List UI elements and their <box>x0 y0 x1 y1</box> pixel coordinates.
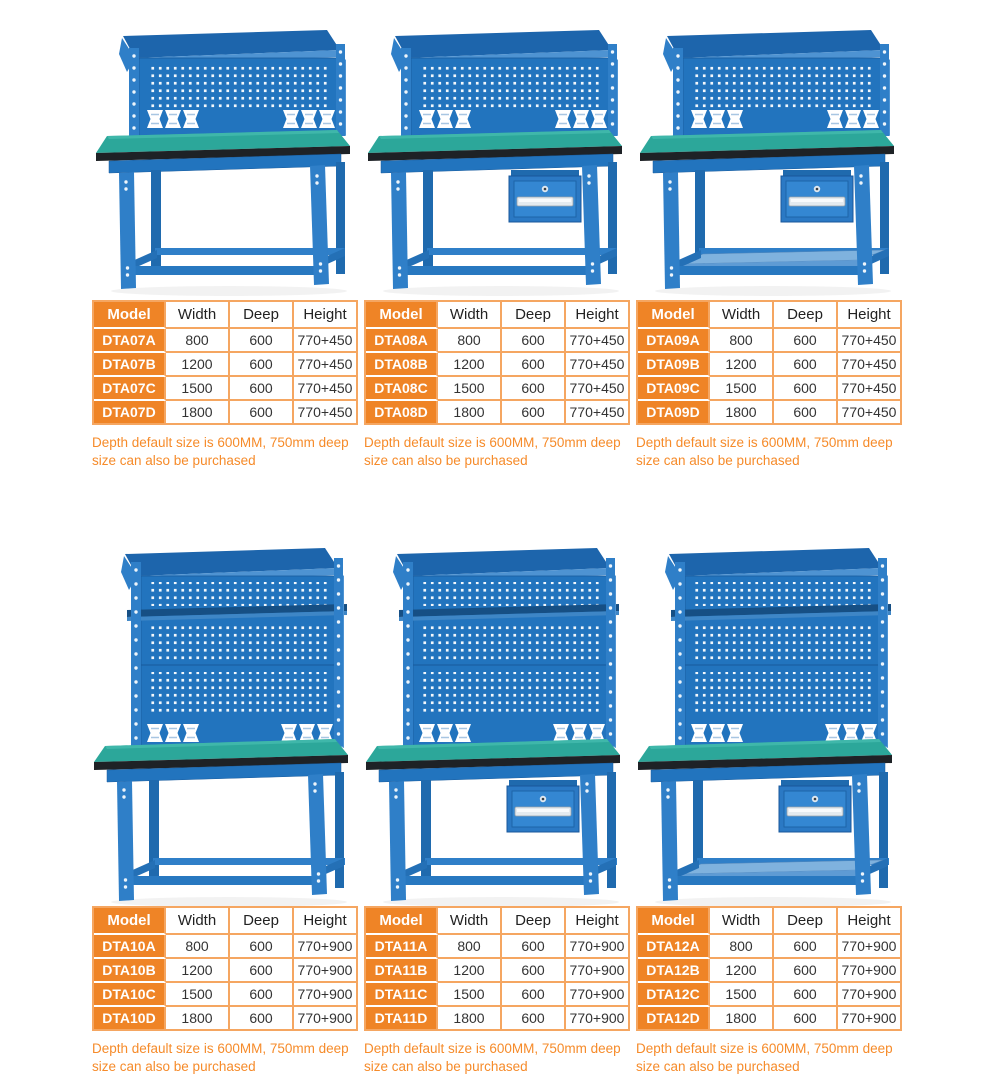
model-cell: DTA09A <box>638 329 710 353</box>
model-cell: DTA09D <box>638 401 710 423</box>
front-stretcher <box>666 266 866 275</box>
spec-cell: 600 <box>230 377 294 401</box>
spec-cell: 1500 <box>166 377 230 401</box>
col-header-model: Model <box>366 908 438 935</box>
front-stretcher <box>120 876 320 885</box>
depth-note <box>636 1040 902 1076</box>
depth-note <box>92 1040 358 1076</box>
spec-cell: 600 <box>774 1007 838 1029</box>
spec-cell: 800 <box>166 329 230 353</box>
spec-cell: 770+450 <box>569 404 625 420</box>
spec-cell: 1200 <box>710 353 774 377</box>
spec-cell: 600 <box>230 353 294 377</box>
spec-cell: 1200 <box>166 959 230 983</box>
spec-cell: 600 <box>230 983 294 1007</box>
depth-note-line: size can also be purchased <box>636 1059 800 1074</box>
depth-note-line: Depth default size is 600MM, 750mm deep <box>364 1041 621 1056</box>
model-cell: DTA12A <box>638 935 710 959</box>
header-row <box>366 908 628 935</box>
col-header-width: Width <box>710 302 774 329</box>
right-post <box>608 44 617 136</box>
header-row <box>94 302 356 329</box>
spec-table <box>636 906 902 1031</box>
front-left-leg <box>661 781 678 901</box>
spec-cell: 1500 <box>438 377 502 401</box>
spec-cell: 770+450 <box>838 353 900 377</box>
spec-cell: 1500 <box>710 377 774 401</box>
depth-note-line: size can also be purchased <box>364 453 528 468</box>
product-card <box>636 534 902 1076</box>
model-cell: DTA09C <box>638 377 710 401</box>
drawer <box>507 780 579 832</box>
spec-cell: 600 <box>502 377 566 401</box>
right-post <box>878 558 887 746</box>
spec-cell: 770+900 <box>294 959 356 983</box>
spec-cell: 1500 <box>166 983 230 1007</box>
right-post <box>606 558 615 746</box>
drawer <box>781 170 853 222</box>
right-post <box>880 44 889 136</box>
depth-note-line: Depth default size is 600MM, 750mm deep <box>92 435 349 450</box>
depth-note-line: Depth default size is 600MM, 750mm deep <box>636 1041 893 1056</box>
spec-cell: 600 <box>774 935 838 959</box>
spec-row <box>94 1007 356 1029</box>
spec-cell: 770+450 <box>841 404 897 420</box>
back-right-leg <box>879 772 888 888</box>
workbench-image <box>361 534 633 906</box>
left-post <box>675 562 685 750</box>
col-header-height: Height <box>838 302 900 329</box>
spec-row <box>94 401 356 423</box>
spec-cell: 600 <box>230 401 294 423</box>
header-row <box>638 302 900 329</box>
header-row <box>638 908 900 935</box>
spec-cell: 600 <box>774 401 838 423</box>
depth-note-line: size can also be purchased <box>364 1059 528 1074</box>
depth-note <box>364 1040 630 1076</box>
col-header-height: Height <box>566 302 628 329</box>
header-row <box>94 908 356 935</box>
depth-note-line: size can also be purchased <box>636 453 800 468</box>
back-right-leg <box>335 772 344 888</box>
spec-row <box>638 401 900 423</box>
spec-cell: 770+900 <box>566 935 628 959</box>
col-header-model: Model <box>94 302 166 329</box>
spec-cell: 770+450 <box>566 353 628 377</box>
back-right-leg <box>607 772 616 888</box>
spec-row <box>94 353 356 377</box>
model-cell: DTA08D <box>366 401 438 423</box>
spec-row <box>366 329 628 353</box>
spec-cell: 1200 <box>438 353 502 377</box>
col-header-model: Model <box>638 302 710 329</box>
model-cell: DTA10B <box>94 959 166 983</box>
pegboard-holes <box>147 64 329 110</box>
col-header-height: Height <box>566 908 628 935</box>
model-cell: DTA12B <box>638 959 710 983</box>
spec-cell: 1200 <box>166 353 230 377</box>
spec-cell: 600 <box>502 959 566 983</box>
col-header-width: Width <box>166 908 230 935</box>
spec-table <box>92 906 358 1031</box>
spec-row <box>94 377 356 401</box>
spec-cell: 600 <box>502 983 566 1007</box>
col-header-model: Model <box>366 302 438 329</box>
drawer <box>509 170 581 222</box>
col-header-width: Width <box>166 302 230 329</box>
depth-note-line: Depth default size is 600MM, 750mm deep <box>92 1041 349 1056</box>
spec-cell: 770+450 <box>294 329 356 353</box>
spec-cell: 770+900 <box>841 1010 897 1026</box>
spec-cell: 600 <box>774 377 838 401</box>
col-header-deep: Deep <box>230 908 294 935</box>
spec-cell: 770+450 <box>566 329 628 353</box>
model-cell: DTA09B <box>638 353 710 377</box>
spec-cell: 600 <box>230 1007 294 1029</box>
workbench-image <box>89 534 361 906</box>
front-stretcher <box>394 266 594 275</box>
workbench-illustration <box>89 534 361 906</box>
right-post <box>336 44 345 136</box>
spec-cell: 770+900 <box>838 983 900 1007</box>
spec-row <box>638 983 900 1007</box>
product-card <box>364 12 630 470</box>
spec-row <box>366 401 628 423</box>
spec-cell: 1500 <box>438 983 502 1007</box>
spec-cell: 600 <box>502 401 566 423</box>
col-header-deep: Deep <box>230 302 294 329</box>
workbench-illustration <box>361 534 633 906</box>
spec-cell: 770+450 <box>838 329 900 353</box>
product-card <box>636 12 902 470</box>
col-header-deep: Deep <box>502 908 566 935</box>
spec-cell: 800 <box>438 329 502 353</box>
spec-row <box>638 935 900 959</box>
col-header-width: Width <box>438 302 502 329</box>
col-header-model: Model <box>638 908 710 935</box>
spec-row <box>638 353 900 377</box>
workbench-illustration <box>633 12 905 300</box>
spec-cell: 600 <box>230 329 294 353</box>
spec-cell: 600 <box>774 329 838 353</box>
spec-cell: 1800 <box>710 1007 774 1029</box>
spec-cell: 770+900 <box>297 1010 353 1026</box>
spec-row <box>638 1007 900 1029</box>
spec-cell: 770+900 <box>294 935 356 959</box>
workbench-illustration <box>633 534 905 906</box>
col-header-model: Model <box>94 908 166 935</box>
header-row <box>366 302 628 329</box>
depth-note-line: Depth default size is 600MM, 750mm deep <box>636 435 893 450</box>
spec-cell: 770+450 <box>297 404 353 420</box>
spec-row <box>366 353 628 377</box>
spec-cell: 770+900 <box>569 1010 625 1026</box>
col-header-deep: Deep <box>502 302 566 329</box>
workbench-image <box>89 12 361 300</box>
model-cell: DTA10D <box>94 1007 166 1029</box>
drawer <box>779 780 851 832</box>
spec-table <box>364 300 630 425</box>
model-cell: DTA08A <box>366 329 438 353</box>
spec-row <box>638 329 900 353</box>
pegboard-holes <box>419 64 601 110</box>
model-cell: DTA12D <box>638 1007 710 1029</box>
spec-row <box>638 959 900 983</box>
spec-cell: 1800 <box>710 401 774 423</box>
model-cell: DTA11D <box>366 1007 438 1029</box>
spec-row <box>366 935 628 959</box>
model-cell: DTA10A <box>94 935 166 959</box>
spec-cell: 600 <box>502 329 566 353</box>
product-row-top <box>92 12 908 470</box>
spec-row <box>94 983 356 1007</box>
front-left-leg <box>117 781 134 901</box>
front-stretcher <box>122 266 322 275</box>
front-stretcher <box>664 876 864 885</box>
spec-row <box>94 329 356 353</box>
model-cell: DTA08C <box>366 377 438 401</box>
product-card <box>92 534 358 1076</box>
model-cell: DTA11B <box>366 959 438 983</box>
spec-row <box>94 959 356 983</box>
col-header-deep: Deep <box>774 302 838 329</box>
spec-table <box>636 300 902 425</box>
spec-cell: 600 <box>774 353 838 377</box>
model-cell: DTA07D <box>94 401 166 423</box>
col-header-deep: Deep <box>774 908 838 935</box>
spec-cell: 600 <box>502 353 566 377</box>
depth-note-line: size can also be purchased <box>92 453 256 468</box>
spec-row <box>366 1007 628 1029</box>
spec-cell: 1200 <box>438 959 502 983</box>
col-header-width: Width <box>438 908 502 935</box>
spec-cell: 770+900 <box>566 983 628 1007</box>
depth-note <box>636 434 902 470</box>
spec-cell: 1800 <box>166 401 230 423</box>
spec-cell: 800 <box>710 935 774 959</box>
depth-note <box>364 434 630 470</box>
spec-row <box>366 983 628 1007</box>
spec-cell: 1200 <box>710 959 774 983</box>
spec-cell: 600 <box>502 935 566 959</box>
model-cell: DTA07B <box>94 353 166 377</box>
spec-cell: 600 <box>774 983 838 1007</box>
col-header-height: Height <box>294 908 356 935</box>
spec-cell: 600 <box>502 1007 566 1029</box>
front-stretcher <box>392 876 592 885</box>
spec-table <box>92 300 358 425</box>
spec-row <box>366 377 628 401</box>
model-cell: DTA11C <box>366 983 438 1007</box>
depth-note-line: Depth default size is 600MM, 750mm deep <box>364 435 621 450</box>
spec-cell: 1800 <box>166 1007 230 1029</box>
depth-note-line: size can also be purchased <box>92 1059 256 1074</box>
spec-cell: 770+900 <box>838 959 900 983</box>
spec-cell: 1800 <box>438 1007 502 1029</box>
spec-cell: 770+450 <box>566 377 628 401</box>
workbench-illustration <box>89 12 361 300</box>
product-row-bottom <box>92 534 908 1076</box>
spec-cell: 600 <box>230 959 294 983</box>
model-cell: DTA07C <box>94 377 166 401</box>
spec-cell: 1800 <box>438 401 502 423</box>
model-cell: DTA12C <box>638 983 710 1007</box>
pegboard-holes <box>691 64 873 110</box>
front-left-leg <box>389 781 406 901</box>
left-post <box>131 562 141 750</box>
spec-cell: 800 <box>438 935 502 959</box>
spec-cell: 770+900 <box>838 935 900 959</box>
spec-cell: 770+450 <box>294 377 356 401</box>
col-header-width: Width <box>710 908 774 935</box>
spec-row <box>638 377 900 401</box>
spec-cell: 800 <box>710 329 774 353</box>
workbench-image <box>633 534 905 906</box>
spec-table <box>364 906 630 1031</box>
spec-cell: 770+900 <box>566 959 628 983</box>
workbench-image <box>361 12 633 300</box>
spec-row <box>366 959 628 983</box>
product-card <box>364 534 630 1076</box>
right-post <box>334 558 343 746</box>
spec-cell: 600 <box>230 935 294 959</box>
model-cell: DTA11A <box>366 935 438 959</box>
model-cell: DTA07A <box>94 329 166 353</box>
model-cell: DTA08B <box>366 353 438 377</box>
spec-cell: 770+900 <box>294 983 356 1007</box>
model-cell: DTA10C <box>94 983 166 1007</box>
workbench-image <box>633 12 905 300</box>
spec-cell: 600 <box>774 959 838 983</box>
spec-cell: 1500 <box>710 983 774 1007</box>
product-card <box>92 12 358 470</box>
col-header-height: Height <box>838 908 900 935</box>
spec-cell: 770+450 <box>838 377 900 401</box>
spec-cell: 800 <box>166 935 230 959</box>
workbench-illustration <box>361 12 633 300</box>
spec-row <box>94 935 356 959</box>
col-header-height: Height <box>294 302 356 329</box>
left-post <box>403 562 413 750</box>
depth-note <box>92 434 358 470</box>
spec-cell: 770+450 <box>294 353 356 377</box>
